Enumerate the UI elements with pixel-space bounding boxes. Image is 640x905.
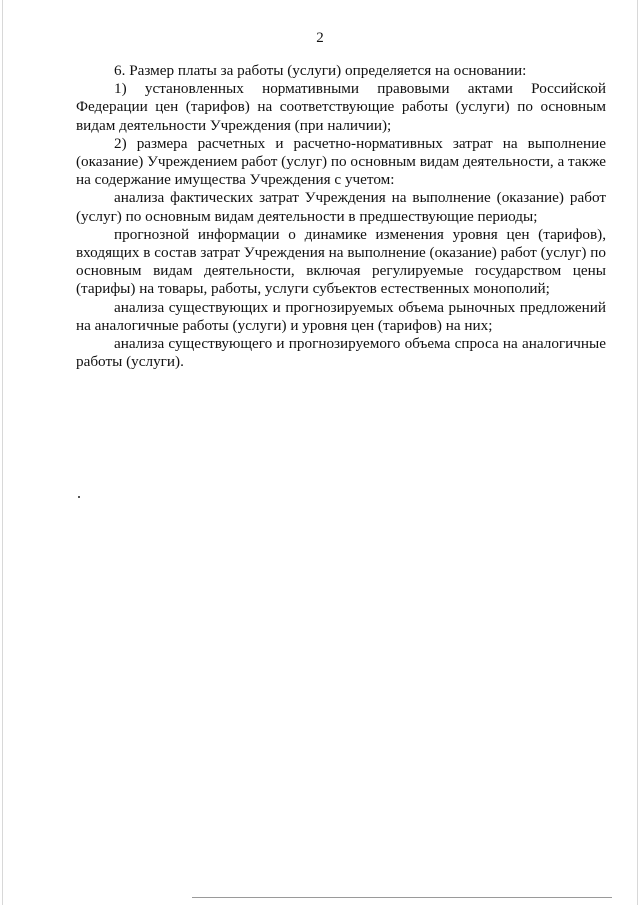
scan-edge-right (637, 0, 638, 905)
paragraph-subitem-2: 2) размера расчетных и расчетно-нормативных затрат на выполнение (оказание) Учреждением работ (услуг) по основным видам деятельности, а также на содержание имущества Учреждения с учетом: (76, 134, 606, 189)
paragraph-market-offers-analysis: анализа существующих и прогнозируемых объема рыночных предложений на аналогичные работы (услуги) и уровня цен (тарифов) на них; (76, 298, 606, 334)
paragraph-analysis-actual-costs: анализа фактических затрат Учреждения на выполнение (оказание) работ (услуг) по основным видам деятельности в предшествующие периоды; (76, 189, 606, 225)
scan-edge-left (2, 0, 3, 905)
paragraph-subitem-1: 1) установленных нормативными правовыми актами Российской Федерации цен (тарифов) на соответствующие работы (услуги) по основным видам деятельности Учреждения (при наличии); (76, 80, 606, 134)
page-number: 2 (316, 30, 324, 46)
bottom-rule (192, 897, 612, 898)
paragraph-demand-analysis: анализа существующего и прогнозируемого объема спроса на аналогичные работы (услуги). (76, 335, 606, 371)
paragraph-price-forecast: прогнозной информации о динамике изменения уровня цен (тарифов), входящих в состав затрат Учреждения на выполнение (оказание) работ (услуг) по основным видам деятельности, включая регулируемые государством цены (тарифы) на товары, работы, услуги субъектов естественных монополий; (76, 225, 606, 298)
paragraph-item-6: 6. Размер платы за работы (услуги) определяется на основании: (114, 62, 527, 79)
scan-speck (78, 496, 80, 498)
document-body (76, 62, 606, 371)
